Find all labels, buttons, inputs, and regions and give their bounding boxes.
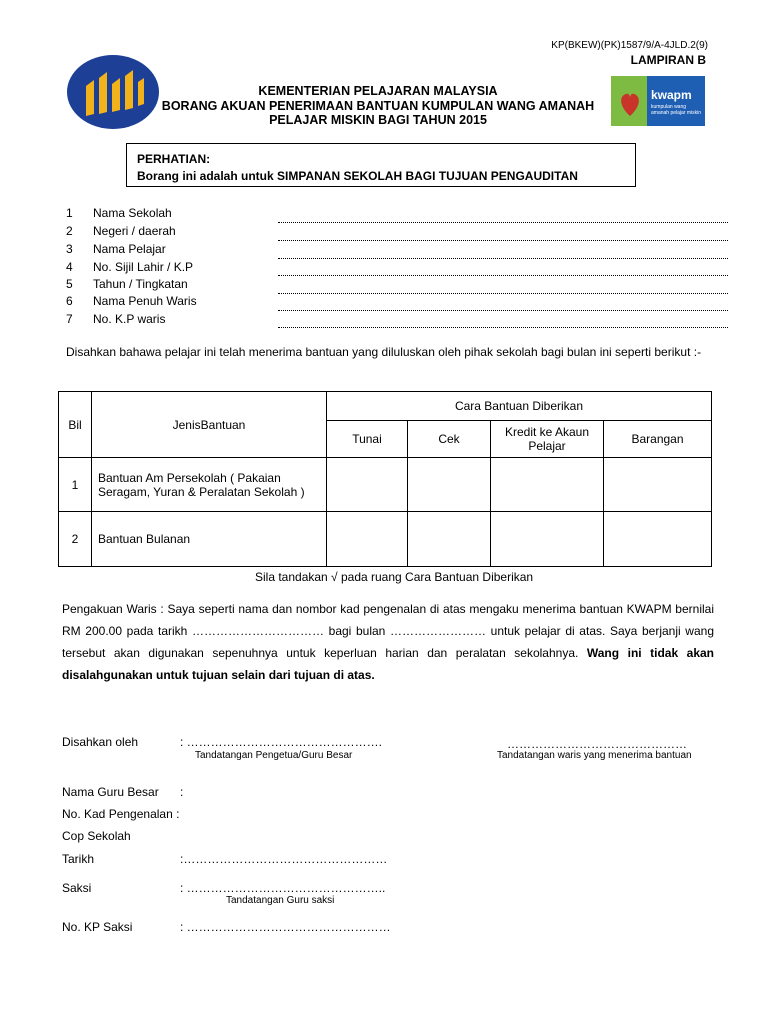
kwapm-logo-subtext: kumpulan wang amanah pelajar miskin [651,104,702,116]
sub-header-tunai: Tunai [327,421,408,458]
reference-number: KP(BKEW)(PK)1587/9/A-4JLD.2(9) [551,40,708,51]
checkbox-tunai-row1[interactable] [327,458,408,512]
nama-waris-input-line[interactable] [278,310,728,311]
no-kp-saksi-line[interactable]: : …………………………………………… [180,920,391,934]
checkbox-barangan-row2[interactable] [604,512,712,567]
col-header-bil: Bil [59,392,92,458]
field-number: 2 [66,224,73,238]
checkbox-cek-row2[interactable] [408,512,491,567]
field-number: 4 [66,260,73,274]
guardian-signature-line[interactable]: ……………………………………… [507,737,687,751]
field-label: Nama Penuh Waris [93,294,197,308]
nama-guru-besar-label: Nama Guru Besar [62,785,159,799]
no-kp-saksi-label: No. KP Saksi [62,920,133,934]
sub-header-cek: Cek [408,421,491,458]
form-title [150,84,606,128]
principal-signature-caption: Tandatangan Pengetua/Guru Besar [195,750,353,761]
lampiran-label: LAMPIRAN B [630,53,706,67]
checkbox-cek-row1[interactable] [408,458,491,512]
field-number: 1 [66,206,73,220]
field-label: Negeri / daerah [93,224,176,238]
notice-text: Borang ini adalah untuk SIMPANAN SEKOLAH BAGI TUJUAN PENGAUDITAN [137,169,578,183]
kpm-logo [66,54,160,130]
nama-sekolah-input-line[interactable] [278,222,728,223]
guardian-signature-caption: Tandatangan waris yang menerima bantuan [497,750,692,761]
confirmation-text: Disahkan bahawa pelajar ini telah menerima bantuan yang diluluskan oleh pihak sekolah bagi bulan ini seperti berikut :- [66,345,702,359]
principal-signature-line[interactable]: : …………………………………………. [180,735,383,749]
title-line-1: KEMENTERIAN PELAJARAN MALAYSIA [258,84,498,98]
nama-pelajar-input-line[interactable] [278,258,728,259]
field-label: No. Sijil Lahir / K.P [93,260,194,274]
assistance-table [58,391,712,567]
checkbox-kredit-row2[interactable] [491,512,604,567]
field-number: 6 [66,294,73,308]
field-label: Nama Sekolah [93,206,172,220]
notice-box [126,143,636,187]
sub-header-barangan: Barangan [604,421,712,458]
notice-heading: PERHATIAN: [137,152,211,166]
sub-header-kredit: Kredit ke Akaun Pelajar [491,421,604,458]
guardian-declaration [62,598,714,686]
declaration-text: Pengakuan Waris : Saya seperti nama dan nombor kad pengenalan di atas mengaku menerima bantuan KWAPM bernilai RM 200.00 pada tarikh …………………………… bagi bulan …………………… untuk pelajar di atas. Saya berjanji wang tersebut akan digunakan sepenuhnya untuk keperluan harian dan peralatan sekolahnya. [62,602,714,660]
saksi-label: Saksi [62,881,92,895]
tick-instruction: Sila tandakan √ pada ruang Cara Bantuan Diberikan [255,570,534,584]
kwapm-logo [611,76,705,126]
row-bil: 1 [59,458,92,512]
field-number: 5 [66,277,73,291]
cop-sekolah-label: Cop Sekolah [62,829,131,843]
declaration-bold-text: Wang ini tidak akan disalahgunakan untuk tujuan selain dari tujuan di atas. [62,646,715,682]
field-number: 3 [66,242,73,256]
table-row [59,458,712,512]
checkbox-kredit-row1[interactable] [491,458,604,512]
col-header-jenis: JenisBantuan [92,392,327,458]
row-bil: 2 [59,512,92,567]
field-label: No. K.P waris [93,312,166,326]
table-row [59,512,712,567]
field-number: 7 [66,312,73,326]
negeri-input-line[interactable] [278,240,728,241]
kwapm-logo-text: kwapm [651,88,692,102]
nama-guru-besar-colon: : [180,785,184,799]
row-jenis: Bantuan Am Persekolah ( Pakaian Seragam, Yuran & Peralatan Sekolah ) [92,458,327,512]
checkbox-tunai-row2[interactable] [327,512,408,567]
tarikh-line[interactable]: :…………………………………………… [180,852,388,866]
field-label: Nama Pelajar [93,242,166,256]
tahun-input-line[interactable] [278,293,728,294]
disahkan-label: Disahkan oleh [62,735,139,749]
saksi-signature-line[interactable]: : ………………………………………….. [180,881,386,895]
sijil-lahir-input-line[interactable] [278,275,728,276]
row-jenis: Bantuan Bulanan [92,512,327,567]
saksi-signature-caption: Tandatangan Guru saksi [226,895,335,906]
no-kad-pengenalan-label: No. Kad Pengenalan : [62,807,180,821]
field-label: Tahun / Tingkatan [93,277,188,291]
title-line-2: BORANG AKUAN PENERIMAAN BANTUAN KUMPULAN WANG AMANAH [161,98,595,113]
kp-waris-input-line[interactable] [278,327,728,328]
checkbox-barangan-row1[interactable] [604,458,712,512]
title-line-3: PELAJAR MISKIN BAGI TAHUN 2015 [269,113,487,127]
col-header-cara: Cara Bantuan Diberikan [327,392,712,421]
tarikh-label: Tarikh [62,852,95,866]
